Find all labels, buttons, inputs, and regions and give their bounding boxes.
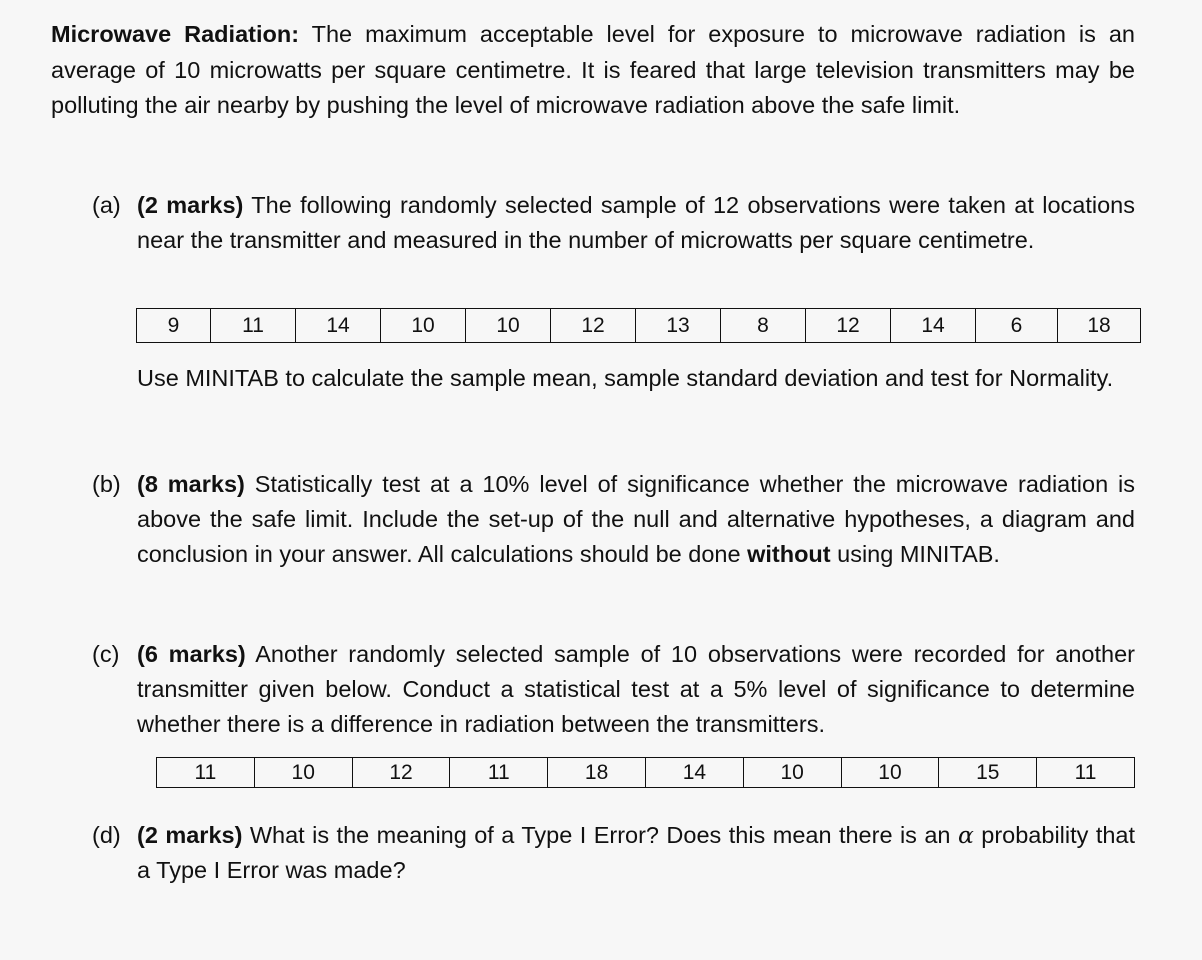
table-cell: 6 xyxy=(976,309,1058,343)
part-a-label: (a) xyxy=(92,192,121,218)
table-cell: 12 xyxy=(551,309,636,343)
table-cell: 15 xyxy=(939,758,1037,788)
part-b-text: Statistically test at a 10% level of significance whether the microwave radiation is above the safe limit. Include the set-up of the null and alternative hypotheses, a diagram and conclusion in your answer. All calculations should be done xyxy=(137,471,1136,567)
table-cell: 12 xyxy=(806,309,891,343)
intro-text: The maximum acceptable level for exposure to microwave radiation is an average of 10 microwatts per square centimetre. It is feared that large television transmitters may be polluting the air nearby by pushing the level of microwave radiation above the safe limit. xyxy=(51,21,1135,118)
part-b-label: (b) xyxy=(92,471,121,497)
table-cell: 10 xyxy=(466,309,551,343)
part-d-body xyxy=(137,818,1135,888)
table-cell: 10 xyxy=(743,758,841,788)
part-c-label: (c) xyxy=(92,641,120,667)
part-b-text-end: using MINITAB. xyxy=(830,541,1000,567)
table-cell: 11 xyxy=(1037,758,1135,788)
part-c-text: Another randomly selected sample of 10 observations were recorded for another transmitter given below. Conduct a statistical test at a 5% level of significance to determine whether there is a difference in radiation between the transmitters. xyxy=(137,641,1136,737)
alpha-symbol: α xyxy=(957,821,974,849)
table-cell: 10 xyxy=(254,758,352,788)
question-part-a xyxy=(92,188,1135,258)
part-d-marks: (2 marks) xyxy=(137,822,243,848)
table-cell: 14 xyxy=(296,309,381,343)
part-c-body xyxy=(137,637,1135,742)
part-a-body xyxy=(137,188,1135,258)
part-c-marks: (6 marks) xyxy=(137,641,246,667)
table-cell: 10 xyxy=(381,309,466,343)
intro-paragraph xyxy=(51,17,1135,124)
table-cell: 18 xyxy=(548,758,646,788)
question-part-c xyxy=(92,637,1135,742)
table-cell: 11 xyxy=(157,758,255,788)
table-cell: 13 xyxy=(636,309,721,343)
table-cell: 14 xyxy=(891,309,976,343)
part-d-label: (d) xyxy=(92,822,121,848)
table-cell: 10 xyxy=(841,758,939,788)
sample-table-c xyxy=(156,757,1135,788)
table-row xyxy=(157,758,1135,788)
table-cell: 12 xyxy=(352,758,450,788)
part-a-marks: (2 marks) xyxy=(137,192,244,218)
question-part-d xyxy=(92,818,1135,888)
part-d-text-end: probability that a Type I Error was made? xyxy=(137,822,1136,883)
table-cell: 11 xyxy=(450,758,548,788)
part-a-text: The following randomly selected sample of 12 observations were taken at locations near the transmitter and measured in the number of microwatts per square centimetre. xyxy=(137,192,1136,253)
part-b-marks: (8 marks) xyxy=(137,471,245,497)
part-b-body xyxy=(137,467,1135,572)
table-cell: 11 xyxy=(211,309,296,343)
question-part-b xyxy=(92,467,1135,572)
part-a-note: Use MINITAB to calculate the sample mean, sample standard deviation and test for Normality. xyxy=(137,365,1114,391)
table-cell: 8 xyxy=(721,309,806,343)
table-cell: 9 xyxy=(137,309,211,343)
sample-table-a xyxy=(136,308,1141,343)
table-cell: 18 xyxy=(1058,309,1141,343)
intro-heading: Microwave Radiation: xyxy=(51,21,300,47)
part-b-emphasis: without xyxy=(747,541,831,567)
table-row xyxy=(137,309,1141,343)
table-cell: 14 xyxy=(645,758,743,788)
part-d-text: What is the meaning of a Type I Error? Does this mean there is an xyxy=(242,822,958,848)
